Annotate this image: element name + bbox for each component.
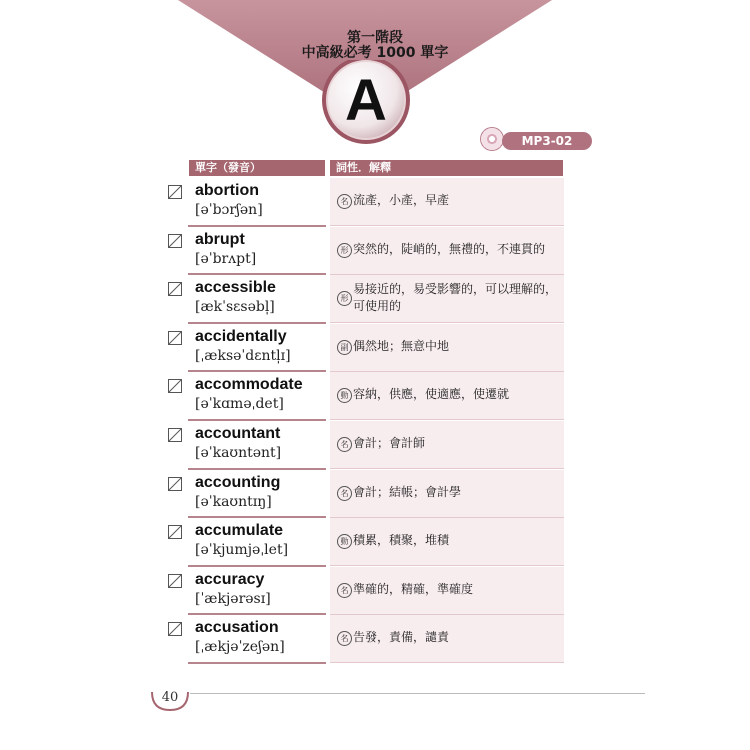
table-row	[168, 372, 564, 421]
stage-subtitle: 中高級必考 1000 單字	[301, 45, 449, 61]
word-entry: accuracy	[195, 570, 265, 588]
part-of-speech-badge: 名	[337, 583, 352, 598]
word-entry: accountant	[195, 424, 281, 442]
checkbox-icon[interactable]	[168, 282, 182, 296]
part-of-speech-badge: 名	[337, 194, 352, 209]
word-entry: accusation	[195, 619, 279, 637]
word-entry: accidentally	[195, 327, 287, 345]
checkbox-icon[interactable]	[168, 428, 182, 442]
definition-cell	[330, 518, 564, 566]
part-of-speech-badge: 動	[337, 534, 352, 549]
pronunciation: [əˈbɔrʃən]	[195, 202, 263, 218]
column-header-word: 單字（發音）	[189, 160, 325, 176]
part-of-speech-badge: 動	[337, 388, 352, 403]
pronunciation: [ˌæksəˈdɛntl̩ɪ]	[195, 347, 291, 364]
table-row	[168, 421, 564, 470]
checkbox-icon[interactable]	[168, 477, 182, 491]
table-row	[168, 178, 564, 227]
table-row	[168, 470, 564, 519]
checkbox-icon[interactable]	[168, 185, 182, 199]
definition-cell	[330, 324, 564, 372]
definition-cell	[330, 372, 564, 420]
word-entry: abrupt	[195, 230, 245, 248]
checkbox-icon[interactable]	[168, 622, 182, 636]
definition-text: 會計；會計師	[353, 435, 426, 450]
pronunciation: [ˈækjərəsɪ]	[195, 590, 271, 607]
part-of-speech-badge: 名	[337, 486, 352, 501]
checkbox-icon[interactable]	[168, 574, 182, 588]
vocabulary-table	[168, 178, 564, 664]
page-number-tab	[150, 690, 190, 712]
part-of-speech-badge: 副	[337, 340, 352, 355]
definition-cell	[330, 178, 564, 226]
footer-divider	[190, 693, 645, 694]
pronunciation: [ˌækjəˈzeʃən]	[195, 639, 285, 656]
pronunciation: [əˈkjumjəˌlet]	[195, 542, 289, 559]
definition-text: 易接近的，易受影響的，可以理解的，可使用的	[353, 282, 558, 314]
definition-cell	[330, 275, 564, 323]
definition-text: 積累，積聚，堆積	[353, 533, 450, 548]
table-row	[168, 227, 564, 276]
checkbox-icon[interactable]	[168, 525, 182, 539]
part-of-speech-badge: 形	[337, 291, 352, 306]
audio-track-label: MP3-02	[502, 132, 592, 150]
word-entry: accommodate	[195, 376, 303, 394]
word-entry: accounting	[195, 473, 281, 491]
definition-cell	[330, 227, 564, 275]
part-of-speech-badge: 名	[337, 437, 352, 452]
pronunciation: [ækˈsɛsəbl̩]	[195, 299, 275, 316]
definition-text: 突然的，陡峭的，無禮的，不連貫的	[353, 241, 546, 256]
definition-text: 流產，小產，早產	[353, 193, 450, 207]
table-row	[168, 615, 564, 664]
checkbox-icon[interactable]	[168, 331, 182, 345]
definition-text: 容納，供應，使適應，使遷就	[353, 387, 510, 402]
cd-icon	[480, 127, 504, 151]
definition-cell	[330, 421, 564, 469]
row-divider	[188, 662, 326, 664]
definition-text: 會計；結帳；會計學	[353, 484, 462, 499]
table-row	[168, 567, 564, 616]
stage-title: 第一階段	[347, 30, 403, 46]
table-row	[168, 518, 564, 567]
pronunciation: [əˈkɑməˌdet]	[195, 396, 284, 413]
pronunciation: [əˈkaʊntənt]	[195, 444, 282, 461]
page-number: 40	[161, 690, 179, 705]
definition-text: 偶然地；無意中地	[353, 338, 450, 353]
checkbox-icon[interactable]	[168, 379, 182, 393]
pronunciation: [əˈbrʌpt]	[195, 250, 257, 267]
definition-cell	[330, 567, 564, 615]
definition-cell	[330, 470, 564, 518]
word-entry: accessible	[195, 279, 276, 297]
letter-badge-text: A	[345, 68, 387, 133]
word-entry: accumulate	[195, 522, 284, 540]
part-of-speech-badge: 名	[337, 631, 352, 646]
definition-cell	[330, 615, 564, 663]
table-row	[168, 275, 564, 324]
definition-text: 準確的，精確，準確度	[353, 581, 474, 596]
word-entry: abortion	[195, 182, 259, 199]
letter-badge	[316, 60, 416, 160]
checkbox-icon[interactable]	[168, 234, 182, 248]
pronunciation: [əˈkaʊntɪŋ]	[195, 493, 272, 510]
part-of-speech-badge: 形	[337, 243, 352, 258]
definition-text: 告發，責備，譴責	[353, 630, 450, 645]
table-row	[168, 324, 564, 373]
column-header-definition: 詞性．解釋	[330, 160, 563, 176]
